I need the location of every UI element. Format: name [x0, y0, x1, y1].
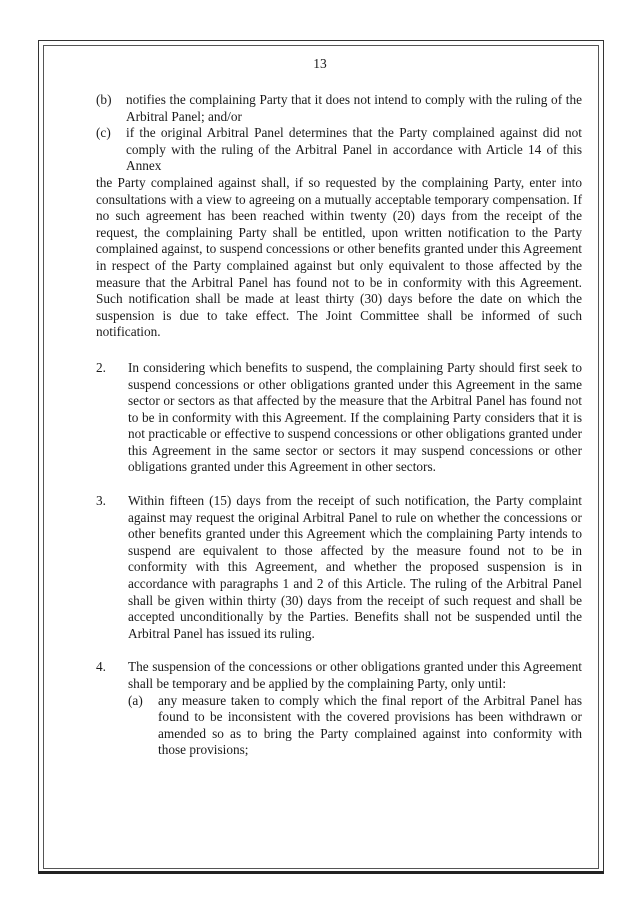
document-body [96, 92, 582, 759]
paragraph-number: 4. [96, 659, 106, 675]
paragraph-number: 2. [96, 359, 106, 375]
subparagraph-label: (b) [96, 92, 112, 107]
subparagraph-c [96, 125, 582, 175]
paragraph-text: The suspension of the concessions or other obligations granted under this Agreement shall be temporary and be applied by the complaining Party, only until: [128, 659, 582, 691]
paragraph-2 [96, 360, 582, 476]
paragraph-4 [96, 659, 582, 759]
subparagraph-text: if the original Arbitral Panel determines that the Party complained against did not comply with the ruling of the Arbitral Panel in accordance with Article 14 of this Annex [126, 125, 582, 174]
subparagraph-label: (c) [96, 125, 111, 141]
subparagraph-text: notifies the complaining Party that it does not intend to comply with the ruling of the Arbitral Panel; and/or [126, 92, 582, 124]
paragraph-1-continuation: the Party complained against shall, if so requested by the complaining Party, enter into consultations with a view to agreeing on a mutually acceptable temporary compensation. If no such agreement has been reached within twenty (20) days from the receipt of the request, the complaining Party shall be entitled, upon written notification to the Party complained against, to suspend concessions or other benefits granted under this Agreement in respect of the Party complained against but only equivalent to those affected by the measure that the Arbitral Panel has found not to be in conformity with this Agreement. Such notification shall be made at least thirty (30) days before the date on which the suspension is due to take effect. The Joint Committee shall be informed of such notification. [96, 174, 582, 340]
paragraph-3 [96, 493, 582, 642]
paragraph-text: Within fifteen (15) days from the receipt of such notification, the Party complaint against may request the original Arbitral Panel to rule on whether the concessions or other benefits granted under this Agreement which the complaining Party intends to suspend are equivalent to those affected by the measure found not to be in conformity with this Agreement, and whether the proposed suspension is in accordance with paragraphs 1 and 2 of this Article. The ruling of the Arbitral Panel shall be given within thirty (30) days from the receipt of such request and shall be accepted unconditionally by the Parties. Benefits shall not be suspended until the Arbitral Panel has issued its ruling. [128, 493, 582, 641]
subparagraph-b [96, 92, 582, 125]
subparagraph-text: any measure taken to comply which the final report of the Arbitral Panel has found to be inconsistent with the covered provisions has been withdrawn or amended so as to bring the Party complained against into conformity with those provisions; [158, 692, 582, 758]
subparagraph-a [128, 693, 582, 759]
paragraph-number: 3. [96, 493, 106, 509]
paragraph-text: In considering which benefits to suspend, the complaining Party should first seek to suspend concessions or other obligations granted under this Agreement in the same sector or sectors as that affected by the measure that the Arbitral Panel has found not to be in conformity with this Agreement. If the complaining Party considers that it is not practicable or effective to suspend concessions or other obligations granted under this Agreement in the same sector or sectors it may suspend concessions or other obligations granted under this Agreement in other sectors. [128, 359, 582, 475]
subparagraph-label: (a) [128, 692, 143, 708]
page-number: 13 [313, 56, 327, 71]
page-border-bottom-rule [38, 864, 604, 874]
